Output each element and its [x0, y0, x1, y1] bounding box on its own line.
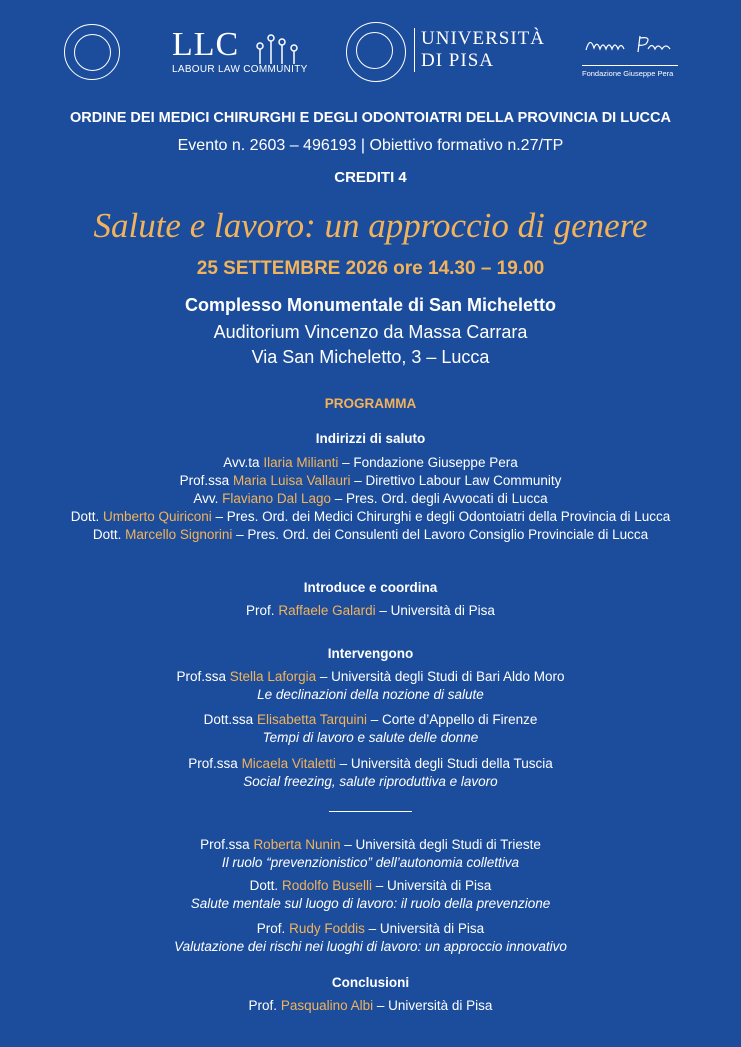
llc-logo-sub: LABOUR LAW COMMUNITY: [172, 64, 308, 75]
speaker-line: [0, 509, 741, 524]
speaker-title: Prof.: [248, 998, 278, 1013]
speaker-name: Micaela Vitaletti: [241, 756, 336, 771]
organization-heading: ORDINE DEI MEDICI CHIRURGHI E DEGLI ODONTOIATRI DELLA PROVINCIA DI LUCCA: [70, 110, 671, 126]
talk-title: Salute mentale sul luogo di lavoro: il ruolo della prevenzione: [190, 896, 551, 911]
speaker-title: Dott.: [92, 527, 122, 542]
talk-title: Tempi di lavoro e salute delle donne: [262, 730, 479, 745]
speaker-role: – Direttivo Labour Law Community: [350, 473, 562, 488]
speaker-role: – Fondazione Giuseppe Pera: [338, 455, 518, 470]
speaker-role: – Università di Pisa: [373, 998, 493, 1013]
speaker-title: Dott.: [249, 878, 279, 893]
unipi-line2: DI PISA: [421, 50, 494, 71]
section-heading-saluti: Indirizzi di saluto: [315, 431, 426, 446]
speaker-name: Maria Luisa Vallauri: [232, 473, 351, 488]
unipi-logo-text: [414, 28, 545, 72]
speaker-line: [0, 878, 741, 893]
talk-title: Il ruolo “prevenzionistico” dell’autonomia collettiva: [221, 855, 520, 870]
section-heading-conclusioni: Conclusioni: [331, 975, 410, 990]
speaker-name: Elisabetta Tarquini: [256, 712, 368, 727]
speaker-name: Raffaele Galardi: [278, 603, 376, 618]
speaker-role: – Università degli Studi della Tuscia: [335, 756, 553, 771]
pera-divider: [582, 65, 678, 66]
speaker-title: Avv.: [193, 491, 219, 506]
llc-logo-main: LLC: [172, 26, 240, 63]
speaker-title: Prof.: [256, 921, 286, 936]
pera-signature-icon: [582, 32, 682, 58]
speaker-line: [0, 669, 741, 684]
ordine-seal-icon: [64, 24, 120, 80]
programma-heading: PROGRAMMA: [324, 396, 417, 411]
speaker-name: Umberto Quiriconi: [103, 509, 212, 524]
speaker-line: [0, 527, 741, 542]
speaker-line: [0, 491, 741, 506]
section-divider: [329, 811, 412, 812]
speaker-title: Dott.ssa: [203, 712, 254, 727]
event-title: Salute e lavoro: un approccio di genere: [93, 206, 648, 245]
talk-title: Valutazione dei rischi nei luoghi di lavoro: un approccio innovativo: [174, 939, 567, 954]
section-heading-introduce: Introduce e coordina: [303, 580, 438, 595]
speaker-role: – Università degli Studi di Trieste: [340, 837, 541, 852]
speaker-name: Marcello Signorini: [125, 527, 233, 542]
event-auditorium: Auditorium Vincenzo da Massa Carrara: [213, 322, 528, 342]
speaker-name: Roberta Nunin: [253, 837, 341, 852]
speaker-name: Rodolfo Buselli: [281, 878, 373, 893]
speaker-title: Dott.: [70, 509, 100, 524]
speaker-role: – Università di Pisa: [372, 878, 492, 893]
event-number: Evento n. 2603 – 496193 | Obiettivo formativo n.27/TP: [177, 137, 564, 154]
event-address: Via San Micheletto, 3 – Lucca: [251, 347, 490, 367]
pera-label: Fondazione Giuseppe Pera: [582, 69, 674, 78]
speaker-title: Prof.ssa: [200, 837, 250, 852]
talk-title: Social freezing, salute riproduttiva e lavoro: [243, 774, 498, 789]
speaker-line: [0, 455, 741, 470]
speaker-role: – Università degli Studi di Bari Aldo Moro: [316, 669, 565, 684]
speaker-name: Pasqualino Albi: [280, 998, 374, 1013]
speaker-role: – Pres. Ord. dei Medici Chirurghi e degli Odontoiatri della Provincia di Lucca: [211, 509, 671, 524]
speaker-title: Prof.ssa: [188, 756, 238, 771]
speaker-line: [0, 998, 741, 1013]
section-heading-intervengono: Intervengono: [327, 646, 414, 661]
pera-logo: [582, 32, 692, 78]
speaker-line: [0, 712, 741, 727]
talk-title: Le declinazioni della nozione di salute: [257, 687, 484, 702]
unipi-line1: UNIVERSITÀ: [421, 28, 545, 49]
llc-dots-icon: [256, 34, 300, 64]
speaker-line: [0, 473, 741, 488]
speaker-line: [0, 837, 741, 852]
speaker-line: [0, 603, 741, 618]
llc-logo: [172, 26, 308, 80]
speaker-title: Prof.: [246, 603, 275, 618]
speaker-line: [0, 756, 741, 771]
speaker-name: Ilaria Milianti: [263, 455, 339, 470]
speaker-name: Stella Laforgia: [229, 669, 317, 684]
speaker-title: Avv.ta: [223, 455, 260, 470]
speaker-role: – Università di Pisa: [375, 603, 495, 618]
speaker-line: [0, 921, 741, 936]
unipi-seal-icon: [346, 22, 406, 82]
speaker-name: Rudy Foddis: [289, 921, 365, 936]
credits: CREDITI 4: [334, 169, 407, 186]
speaker-title: Prof.ssa: [176, 669, 227, 684]
event-date: 25 SETTEMBRE 2026 ore 14.30 – 19.00: [196, 258, 545, 279]
event-venue: Complesso Monumentale di San Micheletto: [184, 295, 557, 315]
speaker-name: Flaviano Dal Lago: [222, 491, 331, 506]
speaker-role: – Corte d’Appello di Firenze: [367, 712, 538, 727]
speaker-role: – Università di Pisa: [364, 921, 485, 936]
speaker-role: – Pres. Ord. dei Consulenti del Lavoro Consiglio Provinciale di Lucca: [232, 527, 649, 542]
speaker-role: – Pres. Ord. degli Avvocati di Lucca: [330, 491, 548, 506]
logo-bar: [0, 18, 741, 88]
speaker-title: Prof.ssa: [179, 473, 230, 488]
